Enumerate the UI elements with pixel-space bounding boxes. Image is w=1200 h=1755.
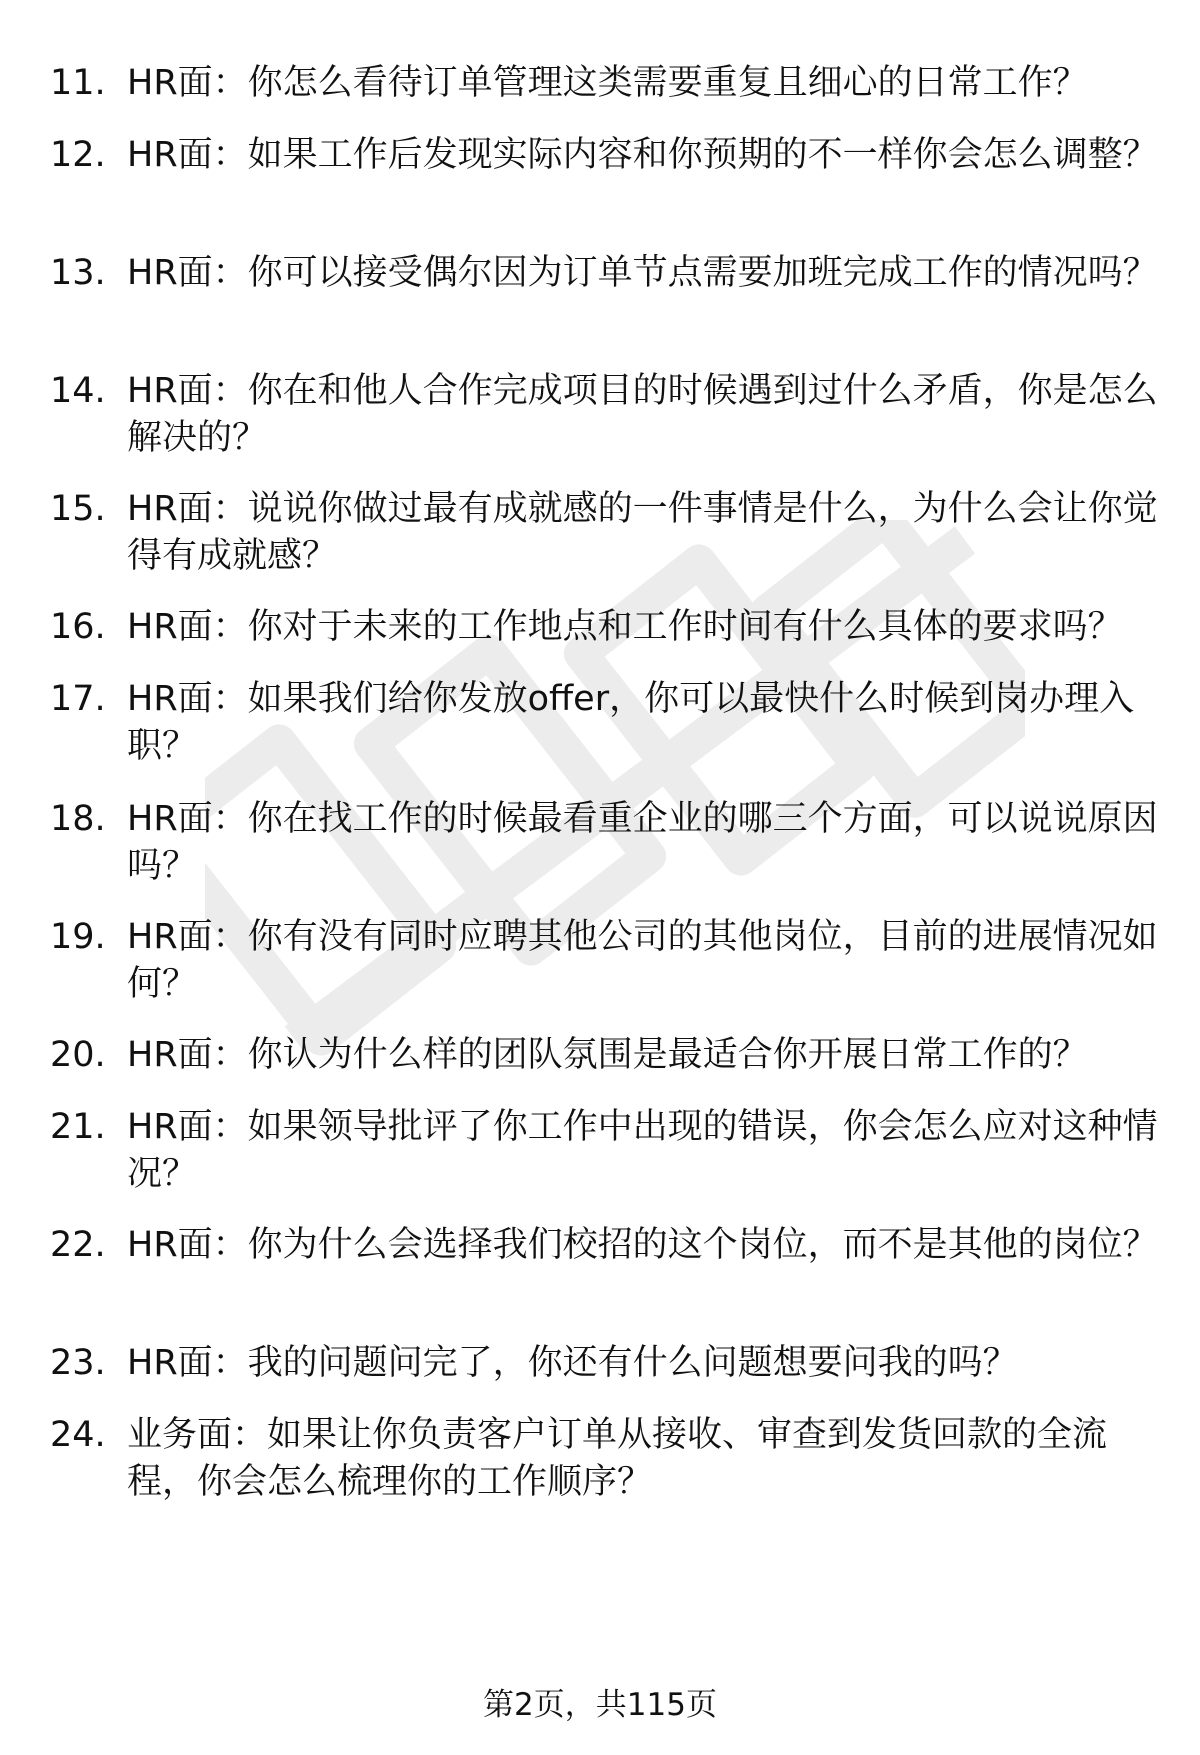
question-text: HR面：我的问题问完了，你还有什么问题想要问我的吗？: [127, 1343, 1018, 1383]
question-text: 业务面：如果让你负责客户订单从接收、审查到发货回款的全流程，你会怎么梳理你的工作顺序？: [127, 1415, 1108, 1502]
question-number: 19.: [50, 917, 106, 957]
question-number: 15.: [50, 489, 106, 529]
question-number: 16.: [50, 607, 106, 647]
page-footer: [0, 1685, 1200, 1725]
page-number-label: 第2页，共115页: [483, 1687, 717, 1723]
question-text: HR面：你可以接受偶尔因为订单节点需要加班完成工作的情况吗？: [127, 253, 1158, 293]
question-number: 21.: [50, 1107, 106, 1147]
question-number: 13.: [50, 253, 106, 293]
question-number: 12.: [50, 135, 106, 175]
question-text: HR面：如果领导批评了你工作中出现的错误，你会怎么应对这种情况？: [127, 1107, 1158, 1194]
question-text: HR面：你为什么会选择我们校招的这个岗位，而不是其他的岗位？: [127, 1225, 1158, 1265]
question-text: HR面：你有没有同时应聘其他公司的其他岗位，目前的进展情况如何？: [127, 917, 1158, 1004]
question-text: HR面：说说你做过最有成就感的一件事情是什么，为什么会让你觉得有成就感？: [127, 489, 1158, 576]
question-text: HR面：你在和他人合作完成项目的时候遇到过什么矛盾，你是怎么解决的？: [127, 371, 1158, 458]
question-number: 20.: [50, 1035, 106, 1075]
question-text: HR面：你认为什么样的团队氛围是最适合你开展日常工作的？: [127, 1035, 1088, 1075]
question-number: 23.: [50, 1343, 106, 1383]
question-number: 24.: [50, 1415, 106, 1455]
question-number: 22.: [50, 1225, 106, 1265]
question-number: 11.: [50, 63, 106, 103]
question-text: HR面：你怎么看待订单管理这类需要重复且细心的日常工作？: [127, 63, 1088, 103]
question-text: HR面：你对于未来的工作地点和工作时间有什么具体的要求吗？: [127, 607, 1123, 647]
question-text: HR面：你在找工作的时候最看重企业的哪三个方面，可以说说原因吗？: [127, 799, 1158, 886]
question-number: 14.: [50, 371, 106, 411]
question-text: HR面：如果我们给你发放offer，你可以最快什么时候到岗办理入职？: [127, 679, 1135, 766]
question-text: HR面：如果工作后发现实际内容和你预期的不一样你会怎么调整？: [127, 135, 1158, 175]
question-number: 18.: [50, 799, 106, 839]
question-number: 17.: [50, 679, 106, 719]
